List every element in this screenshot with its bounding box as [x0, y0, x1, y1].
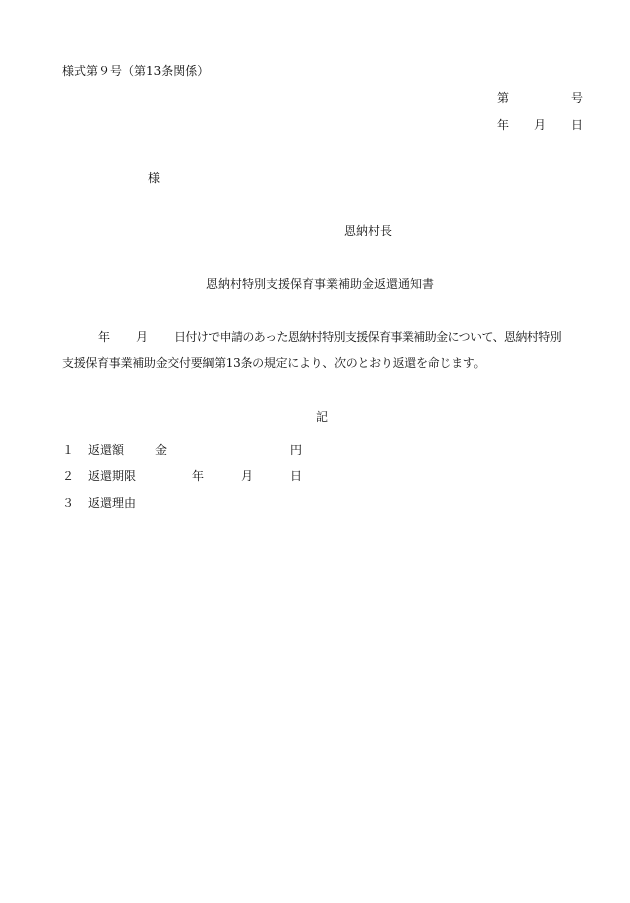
return-reason-label: 返還理由 — [88, 496, 137, 510]
body-year: 年 — [98, 330, 111, 344]
body-line2-text: 支援保育事業補助金交付要綱第13条の規定により、次のとおり返還を命じます。 — [62, 356, 486, 370]
item-number: ３ — [62, 496, 75, 510]
form-label: 様式第９号（第13条関係） — [62, 64, 210, 78]
return-deadline-year: 年 — [192, 469, 205, 483]
ki-heading: 記 — [316, 410, 329, 424]
doc-date-year: 年 — [497, 118, 510, 132]
return-deadline-day: 日 — [290, 469, 303, 483]
doc-date-month: 月 — [534, 118, 547, 132]
body-month: 月 — [136, 330, 149, 344]
body-line1-text: 日付けで申請のあった恩納村特別支援保育事業補助金について、恩納村特別 — [174, 330, 562, 344]
addressee-suffix: 様 — [148, 171, 161, 185]
doc-number-suffix: 号 — [571, 91, 584, 105]
document-title: 恩納村特別支援保育事業補助金返還通知書 — [206, 277, 435, 291]
return-amount-label: 返還額 — [88, 443, 125, 457]
doc-number-prefix: 第 — [497, 91, 510, 105]
doc-date-day: 日 — [571, 118, 584, 132]
return-deadline-month: 月 — [241, 469, 254, 483]
return-amount-prefix: 金 — [155, 443, 168, 457]
item-number: ２ — [62, 469, 75, 483]
return-amount-unit: 円 — [290, 443, 303, 457]
return-deadline-label: 返還期限 — [88, 469, 137, 483]
item-number: １ — [62, 443, 75, 457]
sender-name: 恩納村長 — [344, 224, 393, 238]
